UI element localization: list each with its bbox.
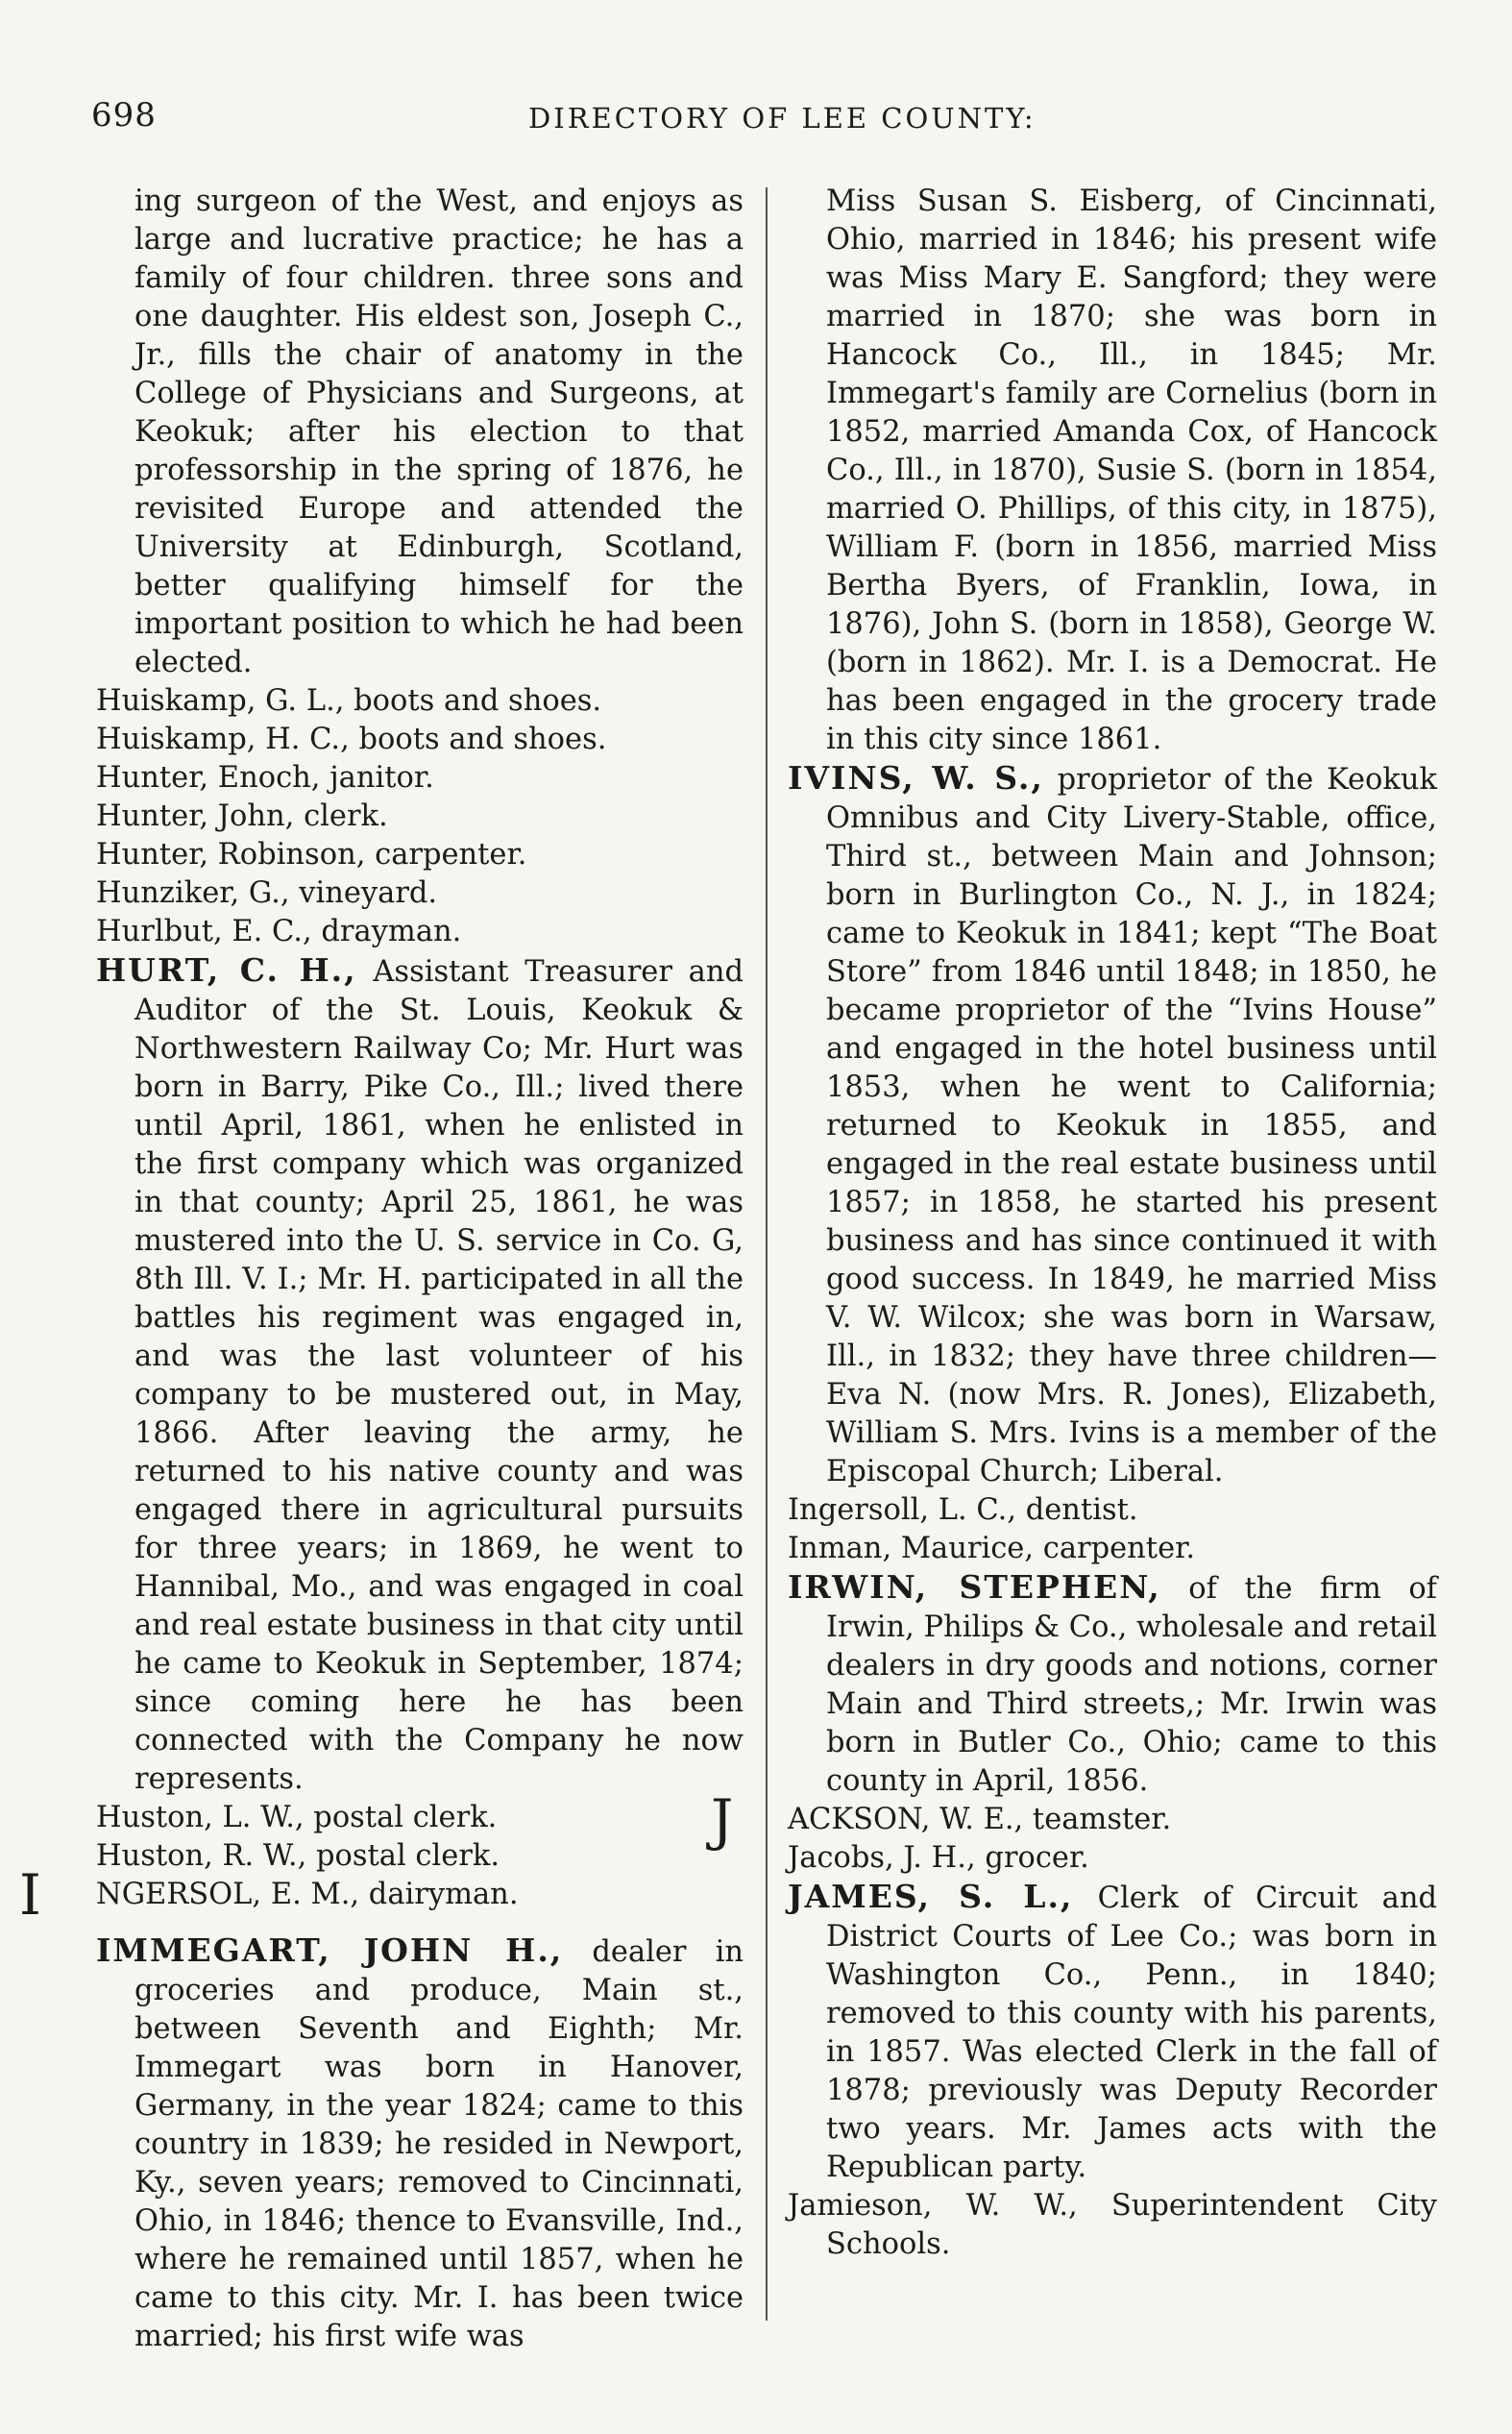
entry-name: HURT, C. H.,	[96, 951, 357, 989]
entry-text: proprietor of the Keokuk Omnibus and City Livery-Stable, office, Third st., between Main and Johnson; born in Burlington Co., N. J., in 1824; came to Keokuk in 1841; kept “The Boat Store” from 1846 until 1848; in 1850, he became proprietor of the “Ivins House” and engaged in the hotel business until 1853, when he went to California; returned to Keokuk in 1855, and engaged in the real estate business until 1857; in 1858, he started his present business and has since continued it with good success. In 1849, he married Miss V. W. Wilcox; she was born in Warsaw, Ill., in 1832; they have three children—Eva N. (now Mrs. R. Jones), Elizabeth, William S. Mrs. Ivins is a member of the Episcopal Church; Liberal.	[826, 763, 1437, 1488]
entry-name: IVINS, W. S.,	[788, 759, 1044, 797]
entry-name: JAMES, S. L.,	[788, 1878, 1074, 1915]
directory-entry: Jacobs, J. H., grocer.	[788, 1841, 1089, 1875]
drop-cap-letter: J	[711, 1787, 734, 1853]
directory-entry: Hunziker, G., vineyard.	[96, 876, 438, 910]
directory-entry: Hurlbut, E. C., drayman.	[96, 915, 462, 948]
right-column	[711, 183, 1437, 2264]
directory-entry: Huston, L. W., postal clerk.	[96, 1801, 498, 1834]
biography-entry-irwin	[788, 1568, 1437, 1801]
entry-text: Clerk of Circuit and District Courts of Lee Co.; was born in Washington Co., Penn., in 1840; removed to this county with his parents, in 1857. Was elected Clerk in the fall of 1878; previously was Deputy Recorder two years. Mr. James acts with the Republican party.	[826, 1881, 1437, 2184]
section-start-i	[19, 1862, 744, 1928]
continuation-text: ing surgeon of the West, and enjoys as large and lucrative practice; he has a family of four children. three sons and one daughter. His eldest son, Joseph C., Jr., fills the chair of anatomy in the College of Physicians and Surgeons, at Keokuk; after his election to that professorship in the spring of 1876, he revisited Europe and attended the University at Edinburgh, Scotland, better qualifying himself for the important position to which he had been elected.	[134, 184, 744, 679]
biography-entry-james	[788, 1878, 1437, 2187]
entry-text: NGERSOL, E. M., dairyman.	[96, 1878, 519, 1911]
drop-cap-letter: I	[19, 1862, 41, 1928]
page-header	[91, 96, 1417, 154]
continuation-text: Miss Susan S. Eisberg, of Cincinnati, Ohio, married in 1846; his present wife was Miss Mary E. Sangford; they were married in 1870; she was born in Hancock Co., Ill., in 1845; Mr. Immegart's family are Cornelius (born in 1852, married Amanda Cox, of Hancock Co., Ill., in 1870), Susie S. (born in 1854, married O. Phillips, of this city, in 1875), William F. (born in 1856, married Miss Bertha Byers, of Franklin, Iowa, in 1876), John S. (born in 1858), George W. (born in 1862). Mr. I. is a Democrat. He has been engaged in the grocery trade in this city since 1861.	[826, 184, 1437, 756]
running-title: DIRECTORY OF LEE COUNTY:	[528, 102, 1036, 135]
entry-name: IRWIN, STEPHEN,	[788, 1568, 1161, 1606]
section-start-j	[711, 1787, 1437, 1853]
entry-text: ACKSON, W. E., teamster.	[788, 1803, 1172, 1836]
entry-text: of the firm of Irwin, Philips & Co., wholesale and retail dealers in dry goods and notions, corner Main and Third streets,; Mr. Irwin was born in Butler Co., Ohio; came to this county in April, 1856.	[826, 1572, 1437, 1798]
biography-entry-hurt	[96, 951, 744, 1799]
entry-text: Assistant Treasurer and Auditor of the St. Louis, Keokuk & Northwestern Railway Co; Mr. Hurt was born in Barry, Pike Co., Ill.; lived there until April, 1861, when he enlisted in the first company which was organized in that county; April 25, 1861, he was mustered into the U. S. service in Co. G, 8th Ill. V. I.; Mr. H. participated in all the battles his regiment was engaged in, and was the last volunteer of his company to be mustered out, in May, 1866. After leaving the army, he returned to his native county and was engaged there in agricultural pursuits for three years; in 1869, he went to Hannibal, Mo., and was engaged in coal and real estate business in that city until he came to Keokuk in September, 1874; since coming here he has been connected with the Company he now represents.	[134, 955, 744, 1796]
entry-text: dealer in groceries and produce, Main st., between Seventh and Eighth; Mr. Immegart was born in Hanover, Germany, in the year 1824; came to this country in 1839; he resided in Newport, Ky., seven years; removed to Cincinnati, Ohio, in 1846; thence to Evansville, Ind., where he remained until 1857, when he came to this city. Mr. I. has been twice married; his first wife was	[134, 1935, 744, 2353]
directory-entry: Hunter, Robinson, carpenter.	[96, 838, 527, 872]
directory-entry: Huiskamp, G. L., boots and shoes.	[96, 684, 602, 718]
left-column	[19, 183, 744, 2356]
entry-name: IMMEGART, JOHN H.,	[96, 1931, 564, 1969]
directory-entry: Jamieson, W. W., Superintendent City Schools.	[788, 2189, 1437, 2261]
biography-entry-ivins	[788, 759, 1437, 1491]
directory-entry: Inman, Maurice, carpenter.	[788, 1532, 1196, 1565]
directory-entry: Huiskamp, H. C., boots and shoes.	[96, 723, 607, 756]
directory-entry: Huston, R. W., postal clerk.	[96, 1839, 500, 1873]
column-divider	[766, 187, 768, 2321]
directory-entry: Ingersoll, L. C., dentist.	[788, 1493, 1138, 1527]
biography-entry-immegart	[96, 1931, 744, 2356]
directory-entry: Hunter, Enoch, janitor.	[96, 761, 434, 795]
page-number: 698	[91, 96, 157, 135]
directory-entry: Hunter, John, clerk.	[96, 799, 388, 833]
